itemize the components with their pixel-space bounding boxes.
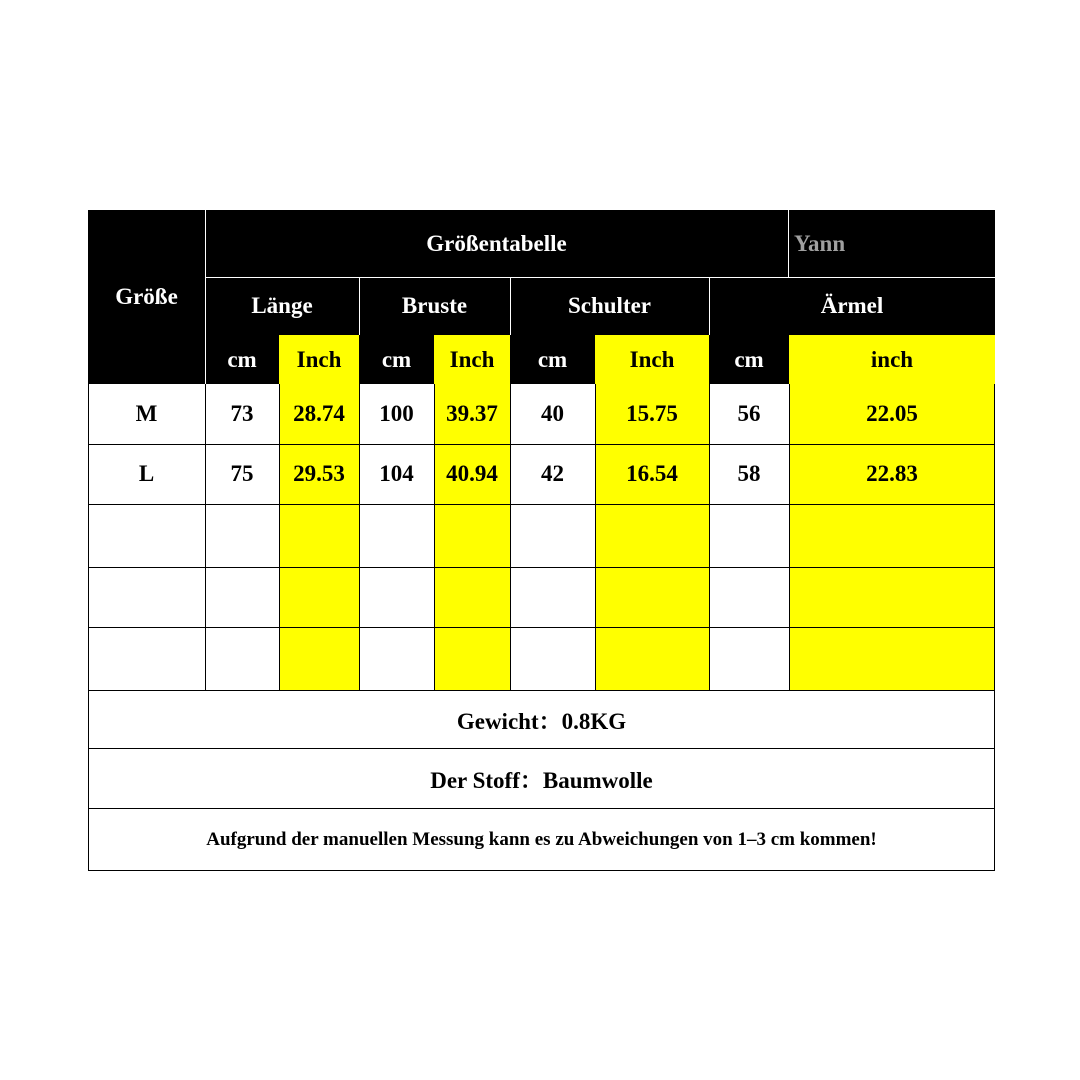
size-header: Größe <box>88 210 205 384</box>
column-line <box>595 384 596 690</box>
size-chart <box>88 210 995 871</box>
size-cell: L <box>88 444 205 504</box>
column-line <box>510 384 511 690</box>
value-cell: 104 <box>359 444 434 504</box>
chart-title: Größentabelle <box>205 210 788 277</box>
size-cell: M <box>88 384 205 444</box>
header-separator <box>205 210 206 384</box>
row-line <box>88 567 995 568</box>
value-cell: 15.75 <box>595 384 709 444</box>
row-line <box>88 690 995 691</box>
unit-inch: Inch <box>279 335 359 384</box>
empty-inch-column <box>434 504 510 690</box>
value-cell: 73 <box>205 384 279 444</box>
note-row: Aufgrund der manuellen Messung kann es zu Abweichungen von 1–3 cm kommen! <box>88 808 995 871</box>
value-cell: 39.37 <box>434 384 510 444</box>
column-line <box>359 384 360 690</box>
value-cell: 28.74 <box>279 384 359 444</box>
fabric-row: Der Stoff：Baumwolle <box>88 748 995 808</box>
empty-inch-column <box>279 504 359 690</box>
value-cell: 58 <box>709 444 789 504</box>
value-cell: 75 <box>205 444 279 504</box>
header-separator <box>359 277 360 335</box>
group-aermel: Ärmel <box>709 277 995 335</box>
value-cell: 16.54 <box>595 444 709 504</box>
weight-row: Gewicht：0.8KG <box>88 690 995 748</box>
header-separator <box>205 277 995 278</box>
header-separator <box>788 210 789 277</box>
empty-inch-column <box>595 504 709 690</box>
value-cell: 22.05 <box>789 384 995 444</box>
value-cell: 40.94 <box>434 444 510 504</box>
row-line <box>88 748 995 749</box>
header-separator <box>709 277 710 335</box>
value-cell: 42 <box>510 444 595 504</box>
value-cell: 29.53 <box>279 444 359 504</box>
group-laenge: Länge <box>205 277 359 335</box>
brand-label: Yann <box>788 210 995 277</box>
group-schulter: Schulter <box>510 277 709 335</box>
header-separator <box>510 277 511 335</box>
unit-inch: Inch <box>595 335 709 384</box>
row-line <box>88 627 995 628</box>
value-cell: 40 <box>510 384 595 444</box>
unit-inch: inch <box>789 335 995 384</box>
unit-cm: cm <box>359 335 434 384</box>
unit-cm: cm <box>205 335 279 384</box>
row-line <box>88 808 995 809</box>
column-line <box>205 384 206 690</box>
row-line <box>88 444 995 445</box>
column-line <box>789 384 790 690</box>
value-cell: 100 <box>359 384 434 444</box>
row-line <box>88 504 995 505</box>
value-cell: 56 <box>709 384 789 444</box>
unit-inch: Inch <box>434 335 510 384</box>
border-line <box>88 870 995 871</box>
column-line <box>279 384 280 690</box>
unit-cm: cm <box>709 335 789 384</box>
value-cell: 22.83 <box>789 444 995 504</box>
empty-inch-column <box>789 504 995 690</box>
group-bruste: Bruste <box>359 277 510 335</box>
column-line <box>709 384 710 690</box>
unit-cm: cm <box>510 335 595 384</box>
column-line <box>434 384 435 690</box>
